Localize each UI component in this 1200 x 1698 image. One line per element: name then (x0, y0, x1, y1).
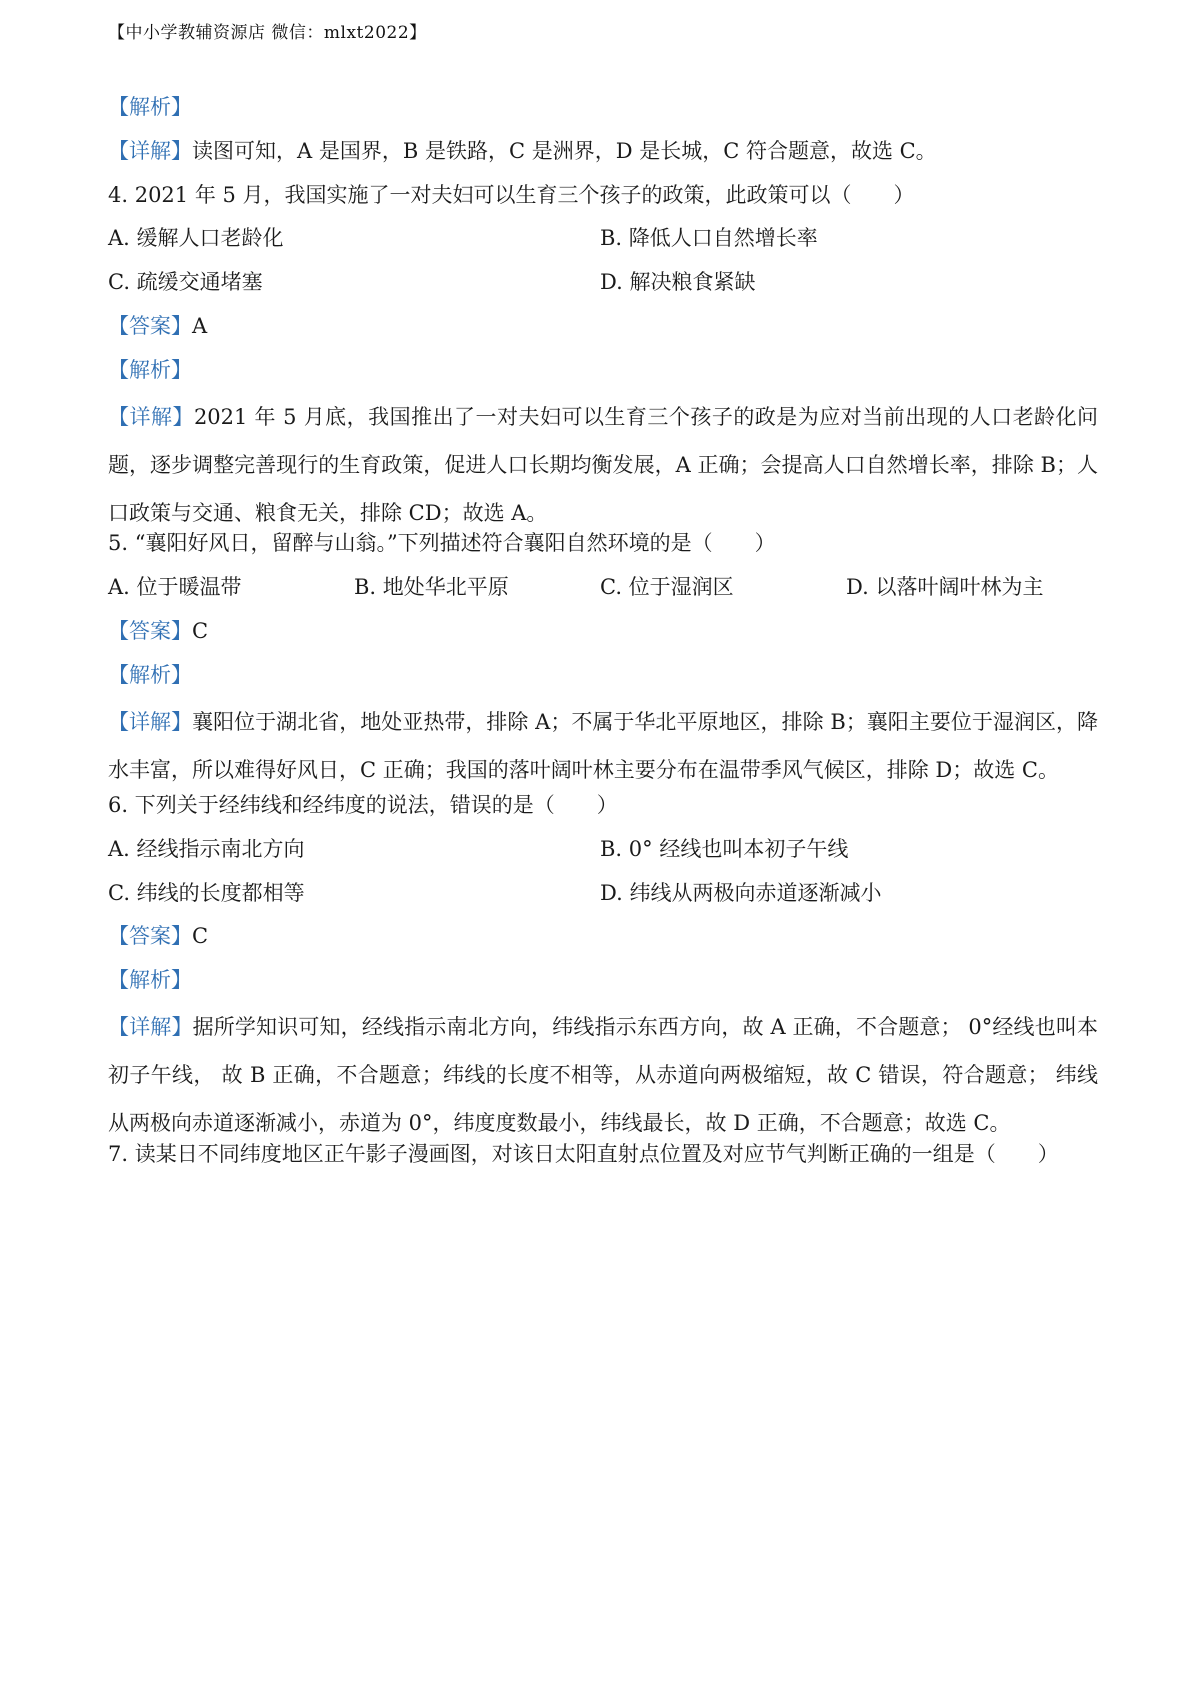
q6-option-c: C. 纬线的长度都相等 (108, 881, 305, 905)
q6-option-a: A. 经线指示南北方向 (108, 837, 305, 861)
q6-stem: 6. 下列关于经纬线和经纬度的说法，错误的是（ ） (108, 793, 618, 817)
q4-analysis-label: 【解析】 (108, 358, 192, 382)
q6-detail: 【详解】据所学知识可知，经线指示南北方向，纬线指示东西方向，故 A 正确，不合题意； 0°经线也叫本初子午线， 故 B 正确，不合题意；纬线的长度不相等，从赤道向两极缩短，故 C 错误，符合题意； 纬线从两极向赤道逐渐减小，赤道为 0°，纬度度数最小，纬线最长，故 D 正确，不合题意；故选 C。 (108, 1015, 1098, 1135)
page-header: 【中小学教辅资源店 微信：mlxt2022】 (108, 23, 427, 43)
q5-analysis-label: 【解析】 (108, 663, 192, 687)
q5-detail: 【详解】襄阳位于湖北省，地处亚热带，排除 A；不属于华北平原地区，排除 B；襄阳主要位于湿润区，降水丰富，所以难得好风日，C 正确；我国的落叶阔叶林主要分布在温带季风气候区，排除 D；故选 C。 (108, 710, 1098, 782)
q5-stem: 5. “襄阳好风日，留醉与山翁。”下列描述符合襄阳自然环境的是（ ） (108, 531, 776, 555)
q6-option-b: B. 0° 经线也叫本初子午线 (600, 837, 849, 861)
q3-detail: 【详解】读图可知，A 是国界，B 是铁路，C 是洲界，D 是长城，C 符合题意，故选 C。 (108, 139, 937, 163)
q4-option-c: C. 疏缓交通堵塞 (108, 270, 263, 294)
q6-option-d: D. 纬线从两极向赤道逐渐减小 (600, 881, 882, 905)
q4-detail: 【详解】2021 年 5 月底，我国推出了一对夫妇可以生育三个孩子的政是为应对当前出现的人口老龄化问题，逐步调整完善现行的生育政策，促进人口长期均衡发展，A 正确；会提高人口自然增长率，排除 B；人口政策与交通、粮食无关，排除 CD；故选 A。 (108, 405, 1099, 525)
q4-option-d: D. 解决粮食紧缺 (600, 270, 756, 294)
q5-option-d: D. 以落叶阔叶林为主 (846, 575, 1044, 599)
q5-option-a: A. 位于暖温带 (108, 575, 242, 599)
q7-stem: 7. 读某日不同纬度地区正午影子漫画图，对该日太阳直射点位置及对应节气判断正确的一组是（ ） (108, 1142, 1059, 1166)
q4-answer: 【答案】A (108, 314, 208, 338)
q6-answer: 【答案】C (108, 924, 209, 948)
q5-answer: 【答案】C (108, 619, 209, 643)
q3-analysis-label: 【解析】 (108, 95, 192, 119)
q4-option-a: A. 缓解人口老龄化 (108, 226, 284, 250)
q6-analysis-label: 【解析】 (108, 968, 192, 992)
q4-stem: 4. 2021 年 5 月，我国实施了一对夫妇可以生育三个孩子的政策，此政策可以（ ） (108, 183, 915, 207)
q5-option-b: B. 地处华北平原 (354, 575, 509, 599)
q5-option-c: C. 位于湿润区 (600, 575, 734, 599)
q4-option-b: B. 降低人口自然增长率 (600, 226, 818, 250)
